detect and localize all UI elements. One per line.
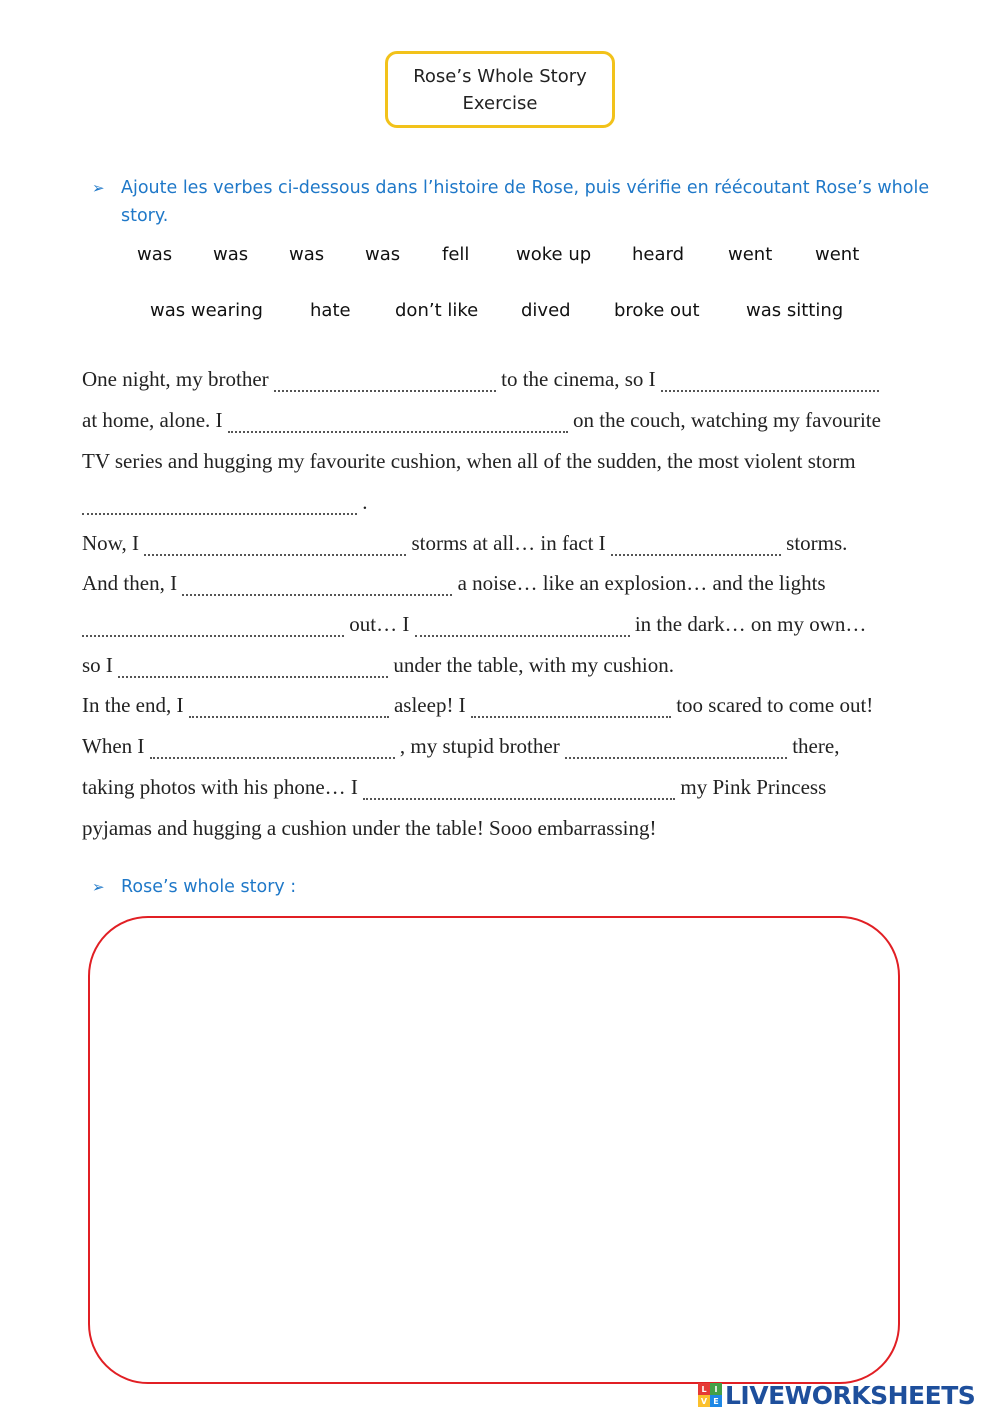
story-segment: . (362, 490, 368, 514)
instruction (92, 174, 942, 230)
blank-3-input[interactable] (228, 415, 568, 433)
story-line (82, 487, 368, 517)
verb-chip: don’t like (395, 300, 479, 321)
verb-chip: woke up (516, 244, 592, 265)
blank-8-input[interactable] (82, 619, 344, 637)
story-line (82, 690, 873, 720)
verb-chip: was (289, 244, 325, 265)
story-segment: TV series and hugging my favourite cushion, when all of the sudden, the most violent storm (82, 449, 856, 473)
story-segment: in the dark… on my own… (634, 612, 867, 636)
logo-text: LIVEWORKSHEETS (725, 1380, 976, 1410)
liveworksheets-logo (698, 1380, 975, 1410)
story-segment: so I (82, 653, 113, 677)
logo-mark-letter: I (710, 1383, 722, 1395)
instruction-text: Ajoute les verbes ci-dessous dans l’histoire de Rose, puis vérifie en réécoutant Rose’s whole story. (121, 178, 930, 226)
blank-4-input[interactable] (82, 497, 357, 515)
story-line (82, 731, 839, 761)
blank-15-input[interactable] (363, 782, 675, 800)
story-segment: under the table, with my cushion. (393, 653, 674, 677)
verb-chip: broke out (614, 300, 700, 321)
story-line (82, 446, 856, 476)
story-line (82, 528, 847, 558)
story-segment: on the couch, watching my favourite (573, 408, 881, 432)
story-line (82, 772, 826, 802)
blank-1-input[interactable] (274, 374, 496, 392)
story-segment: at home, alone. I (82, 408, 223, 432)
whole-story-answer-box[interactable] (88, 916, 900, 1384)
verb-chip: was sitting (746, 300, 844, 321)
blank-6-input[interactable] (611, 538, 781, 556)
story-segment: pyjamas and hugging a cushion under the table! Sooo embarrassing! (82, 816, 657, 840)
verb-bank-row-1 (0, 244, 1000, 272)
story-segment: Now, I (82, 531, 139, 555)
story-segment: asleep! I (393, 693, 466, 717)
story-segment: In the end, I (82, 693, 184, 717)
story-line (82, 568, 826, 598)
story-line (82, 813, 656, 843)
verb-chip: went (728, 244, 773, 265)
verb-chip: was (137, 244, 173, 265)
verb-chip: was (213, 244, 249, 265)
blank-13-input[interactable] (150, 741, 395, 759)
verb-chip: was wearing (150, 300, 263, 321)
story-segment: And then, I (82, 571, 178, 595)
story-line (82, 609, 866, 639)
blank-2-input[interactable] (661, 374, 879, 392)
story-segment: my Pink Princess (680, 775, 827, 799)
verb-chip: hate (310, 300, 351, 321)
blank-14-input[interactable] (565, 741, 787, 759)
blank-12-input[interactable] (471, 700, 671, 718)
verb-chip: was (365, 244, 401, 265)
verb-bank-row-2 (0, 300, 1000, 328)
title-line-1: Rose’s Whole Story (413, 65, 587, 87)
story-segment: out… I (349, 612, 410, 636)
story-segment: , my stupid brother (399, 734, 560, 758)
verb-chip: went (815, 244, 860, 265)
blank-7-input[interactable] (182, 578, 452, 596)
story-segment: to the cinema, so I (501, 367, 656, 391)
liveworksheets-logo-icon (698, 1383, 722, 1407)
verb-chip: dived (521, 300, 571, 321)
arrow-bullet-icon: ➢ (92, 179, 105, 197)
verb-chip: fell (442, 244, 470, 265)
title-box (385, 51, 615, 128)
story-line (82, 364, 879, 394)
blank-5-input[interactable] (144, 538, 406, 556)
arrow-bullet-icon: ➢ (92, 878, 105, 896)
story-segment: taking photos with his phone… I (82, 775, 358, 799)
title-line-2: Exercise (462, 92, 538, 114)
whole-story-heading (92, 873, 296, 901)
verb-chip: heard (632, 244, 685, 265)
story-segment: storms. (786, 531, 848, 555)
logo-mark-letter: V (698, 1395, 710, 1407)
story-segment: When I (82, 734, 145, 758)
story-segment: too scared to come out! (676, 693, 874, 717)
story-line (82, 405, 881, 435)
story-segment: One night, my brother (82, 367, 269, 391)
logo-mark-letter: L (698, 1383, 710, 1395)
story-line (82, 650, 674, 680)
blank-11-input[interactable] (189, 700, 389, 718)
logo-mark-letter: E (710, 1395, 722, 1407)
whole-story-heading-text: Rose’s whole story : (121, 877, 297, 897)
story-segment: there, (792, 734, 840, 758)
blank-10-input[interactable] (118, 660, 388, 678)
story-segment: a noise… like an explosion… and the lights (457, 571, 826, 595)
story-segment: storms at all… in fact I (411, 531, 606, 555)
blank-9-input[interactable] (415, 619, 630, 637)
